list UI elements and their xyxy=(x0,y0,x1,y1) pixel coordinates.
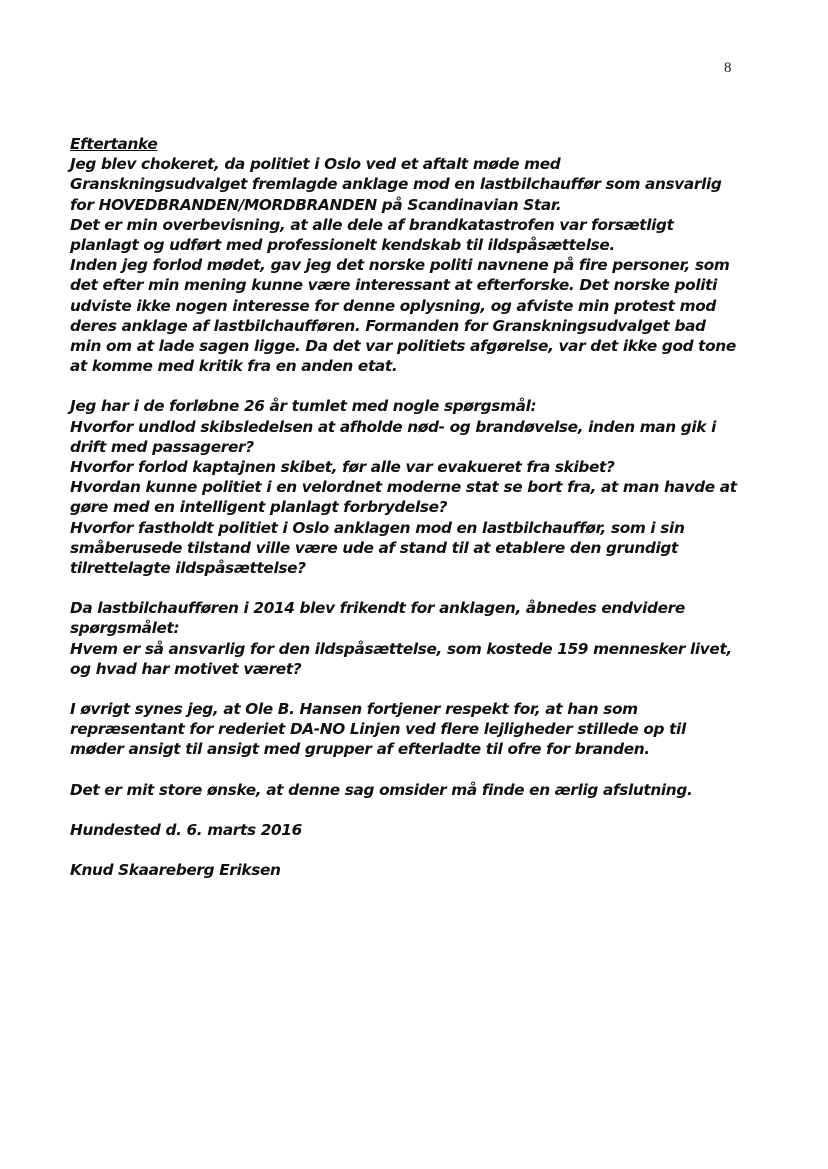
paragraph-acquittal xyxy=(70,598,750,679)
paragraph-spacer xyxy=(70,840,750,860)
paragraph-spacer xyxy=(70,578,750,598)
text-line: deres anklage af lastbilchaufføren. Formanden for Granskningsudvalget bad xyxy=(70,316,706,335)
paragraph-spacer xyxy=(70,800,750,820)
paragraph-spacer xyxy=(70,376,750,396)
text-line: gøre med en intelligent planlagt forbrydelse? xyxy=(70,498,448,517)
text-line: Jeg blev chokeret, da politiet i Oslo ved et aftalt møde med xyxy=(70,155,561,174)
text-line: Hvem er så ansvarlig for den ildspåsættelse, som kostede 159 mennesker livet, xyxy=(70,639,732,658)
text-line: tilrettelagte ildspåsættelse? xyxy=(70,559,306,578)
signature-name: Knud Skaareberg Eriksen xyxy=(70,861,281,880)
paragraph-questions xyxy=(70,396,750,578)
paragraph-wish xyxy=(70,780,750,800)
text-line: Hvorfor undlod skibsledelsen at afholde nød- og brandøvelse, inden man gik i xyxy=(70,417,716,436)
text-line: Da lastbilchaufføren i 2014 blev frikendt for anklagen, åbnedes endvidere xyxy=(70,599,685,618)
text-line: drift med passagerer? xyxy=(70,437,254,456)
text-line: Hvorfor forlod kaptajnen skibet, før alle var evakueret fra skibet? xyxy=(70,458,615,477)
document-body xyxy=(70,134,750,880)
text-line: Jeg har i de forløbne 26 år tumlet med nogle spørgsmål: xyxy=(70,397,537,416)
paragraph-respect xyxy=(70,699,750,760)
page-number: 8 xyxy=(724,60,732,76)
text-line: småberusede tilstand ville være ude af stand til at etablere den grundigt xyxy=(70,538,678,557)
text-line: Hvordan kunne politiet i en velordnet moderne stat se bort fra, at man havde at xyxy=(70,478,737,497)
paragraph-police-meeting xyxy=(70,154,750,376)
text-line: for HOVEDBRANDEN/MORDBRANDEN på Scandinavian Star. xyxy=(70,195,562,214)
text-line: udviste ikke nogen interesse for denne oplysning, og afviste min protest mod xyxy=(70,296,716,315)
text-line: spørgsmålet: xyxy=(70,619,180,638)
text-line: planlagt og udført med professionelt kendskab til ildspåsættelse. xyxy=(70,236,615,255)
section-heading: Eftertanke xyxy=(70,135,158,153)
paragraph-spacer xyxy=(70,679,750,699)
text-line: Det er mit store ønske, at denne sag omsider må finde en ærlig afslutning. xyxy=(70,780,693,799)
text-line: repræsentant for rederiet DA-NO Linjen ved flere lejligheder stillede op til xyxy=(70,720,686,739)
text-line: I øvrigt synes jeg, at Ole B. Hansen fortjener respekt for, at han som xyxy=(70,700,638,719)
text-line: min om at lade sagen ligge. Da det var politiets afgørelse, var det ikke god tone xyxy=(70,337,736,356)
paragraph-spacer xyxy=(70,760,750,780)
text-line: Inden jeg forlod mødet, gav jeg det norske politi navnene på fire personer, som xyxy=(70,256,730,275)
text-line: Granskningsudvalget fremlagde anklage mod en lastbilchauffør som ansvarlig xyxy=(70,175,722,194)
place-date: Hundested d. 6. marts 2016 xyxy=(70,820,302,839)
text-line: og hvad har motivet været? xyxy=(70,659,302,678)
text-line: at komme med kritik fra en anden etat. xyxy=(70,357,398,376)
text-line: det efter min mening kunne være interessant at efterforske. Det norske politi xyxy=(70,276,717,295)
text-line: Det er min overbevisning, at alle dele af brandkatastrofen var forsætligt xyxy=(70,215,674,234)
text-line: Hvorfor fastholdt politiet i Oslo anklagen mod en lastbilchauffør, som i sin xyxy=(70,518,685,537)
text-line: møder ansigt til ansigt med grupper af efterladte til ofre for branden. xyxy=(70,740,650,759)
